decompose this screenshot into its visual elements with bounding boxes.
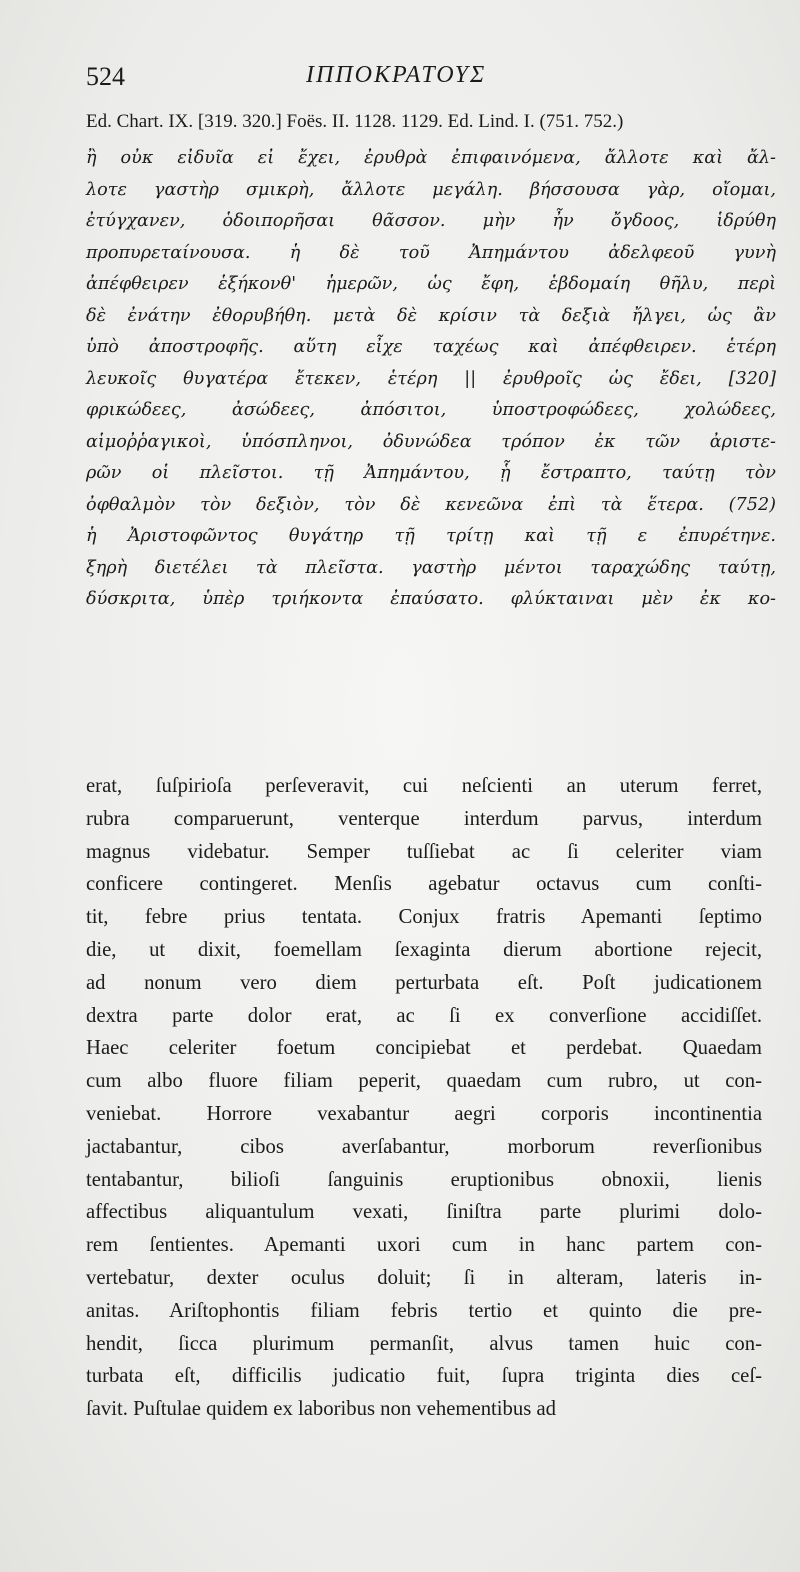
latin-line: die, ut dixit, foemellam ſexaginta dierum abortione rejecit, — [86, 938, 762, 961]
latin-line: tentabantur, bilioſi ſanguinis eruptionibus obnoxii, lienis — [86, 1168, 762, 1191]
greek-line: ὀφθαλμὸν τὸν δεξιὸν, τὸν δὲ κενεῶνα ἐπὶ τὰ ἕτερα. (752) — [86, 494, 776, 515]
latin-line: turbata eſt, difficilis judicatio fuit, ſupra triginta dies ceſ- — [86, 1365, 762, 1388]
greek-line: ὑπὸ ἀποστροφῆς. αὕτη εἶχε ταχέως καὶ ἀπέφθειρεν. ἑτέρη — [86, 337, 776, 357]
greek-line: ἡ Ἀριστοφῶντος θυγάτηρ τῇ τρίτῃ καὶ τῇ ε ἐπυρέτηνε. — [86, 526, 776, 546]
page-header — [86, 62, 766, 102]
greek-line: φρικώδεες, ἀσώδεες, ἀπόσιτοι, ὑποστροφώδεες, χολώδεες, — [86, 400, 776, 420]
greek-line: ρῶν οἱ πλεῖστοι. τῇ Ἀπημάντου, ᾗ ἔστραπτο, ταύτῃ τὸν — [86, 463, 776, 483]
latin-line: dextra parte dolor erat, ac ſi ex converſione accidiſſet. — [86, 1004, 762, 1027]
greek-line: δύσκριτα, ὑπὲρ τριήκοντα ἐπαύσατο. φλύκταιναι μὲν ἐκ κο- — [86, 589, 776, 609]
page-number: 524 — [86, 62, 125, 91]
greek-line: λευκοῖς θυγατέρα ἔτεκεν, ἑτέρη || ἐρυθροῖς ὡς ἔδει, [320] — [86, 368, 776, 389]
greek-text-block — [86, 143, 776, 616]
latin-line: rem ſentientes. Apemanti uxori cum in hanc partem con- — [86, 1234, 762, 1257]
latin-line: cum albo fluore filiam peperit, quaedam cum rubro, ut con- — [86, 1070, 762, 1093]
latin-line: jactabantur, cibos averſabantur, morborum reverſionibus — [86, 1135, 762, 1158]
latin-line: veniebat. Horrore vexabantur aegri corporis incontinentia — [86, 1102, 762, 1125]
latin-line: Haec celeriter foetum concipiebat et perdebat. Quaedam — [86, 1037, 762, 1060]
greek-line: δὲ ἐνάτην ἐθορυβήθη. μετὰ δὲ κρίσιν τὰ δεξιὰ ἤλγει, ὡς ἂν — [86, 305, 776, 326]
latin-line: affectibus aliquantulum vexati, ſiniſtra parte plurimi dolo- — [86, 1201, 762, 1224]
latin-line: anitas. Ariſtophontis filiam febris tertio et quinto die pre- — [86, 1299, 762, 1322]
running-title: ΙΠΠΟΚΡΑΤΟΥΣ — [306, 62, 487, 88]
latin-line: hendit, ſicca plurimum permanſit, alvus tamen huic con- — [86, 1332, 762, 1355]
latin-line: ad nonum vero diem perturbata eſt. Poſt judicationem — [86, 971, 762, 994]
latin-line: magnus videbatur. Semper tuſſiebat ac ſi celeriter viam — [86, 840, 762, 863]
greek-line: λοτε γαστὴρ σμικρὴ, ἄλλοτε μεγάλη. βήσσουσα γὰρ, οἴομαι, — [86, 179, 776, 200]
greek-line: ἐτύγχανεν, ὁδοιπορῆσαι θᾶσσον. μὴν ἦν ὄγδοος, ἱδρύθη — [86, 211, 776, 231]
latin-line: ſavit. Puſtulae quidem ex laboribus non vehementibus ad — [86, 1398, 556, 1421]
greek-line: ἢ οὐκ εἰδυῖα εἰ ἔχει, ἐρυθρὰ ἐπιφαινόμενα, ἄλλοτε καὶ ἄλ- — [86, 148, 776, 168]
latin-line: conficere contingeret. Menſis agebatur octavus cum conſti- — [86, 873, 762, 896]
greek-line: αἱμοῤῥαγικοὶ, ὑπόσπληνοι, ὀδυνώδεα τρόπον ἐκ τῶν ἀριστε- — [86, 431, 776, 452]
latin-line: erat, ſuſpirioſa perſeveravit, cui neſcienti an uterum ferret, — [86, 775, 762, 797]
latin-line: vertebatur, dexter oculus doluit; ſi in alteram, lateris in- — [86, 1266, 762, 1289]
latin-line: rubra comparuerunt, venterque interdum parvus, interdum — [86, 807, 762, 830]
greek-line: ἀπέφθειρεν ἑξήκονθ' ἡμερῶν, ὡς ἔφη, ἑβδομαίη θῆλυ, περὶ — [86, 274, 776, 294]
greek-line: ξηρὴ διετέλει τὰ πλεῖστα. γαστὴρ μέντοι ταραχώδης ταύτῃ, — [86, 557, 776, 578]
latin-text-block — [86, 770, 762, 1426]
edition-reference-line: Ed. Chart. IX. [319. 320.] Foës. II. 1128. 1129. Ed. Lind. I. (751. 752.) — [86, 111, 624, 132]
latin-line: tit, febre prius tentata. Conjux fratris Apemanti ſeptimo — [86, 906, 762, 929]
greek-line: προπυρεταίνουσα. ἡ δὲ τοῦ Ἀπημάντου ἀδελφεοῦ γυνὴ — [86, 242, 776, 263]
